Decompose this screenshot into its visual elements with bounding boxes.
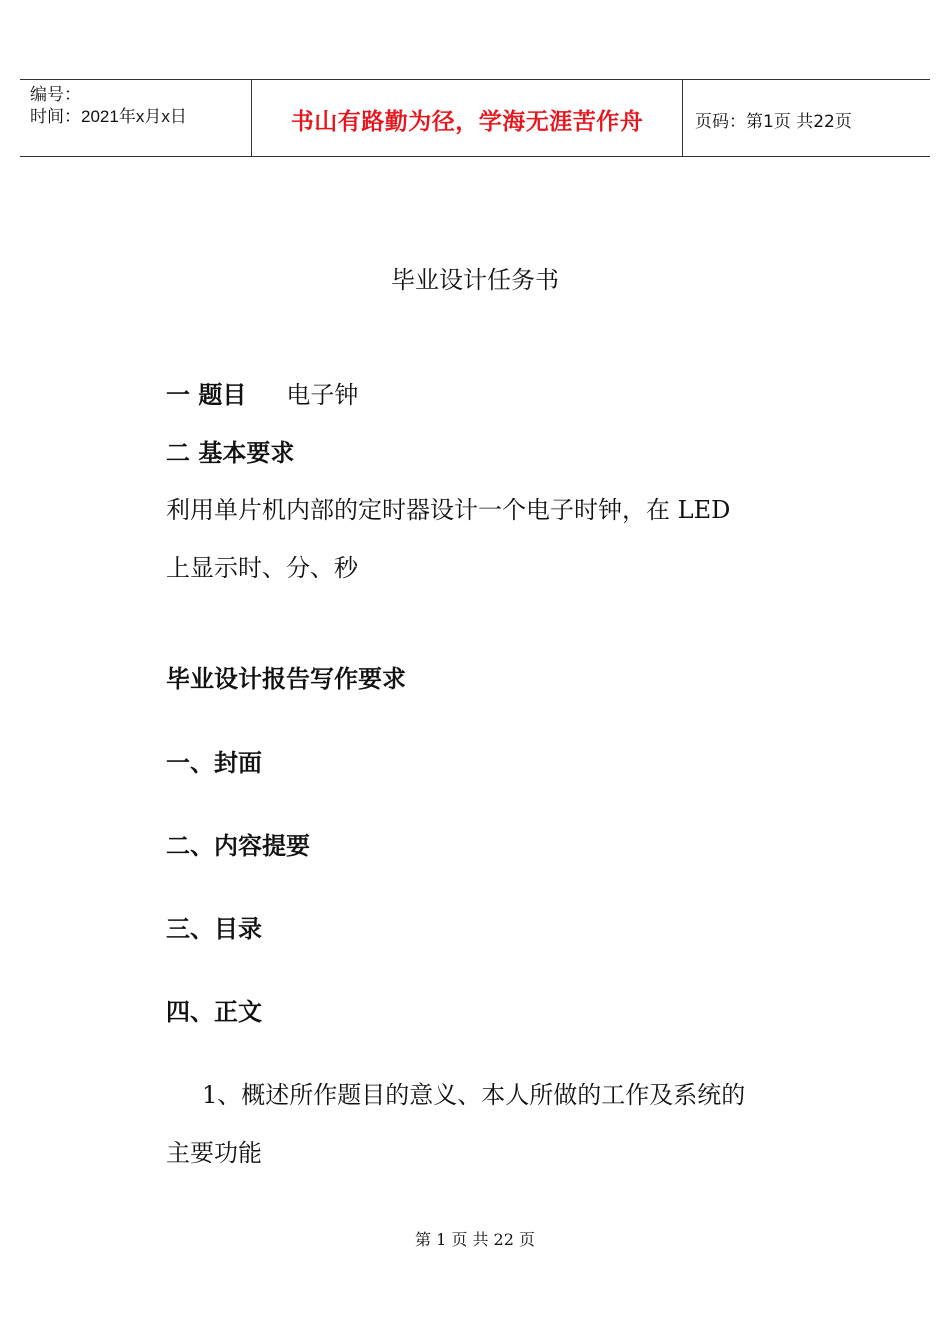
header-page-cell xyxy=(683,80,930,156)
body-item-1-line-2: 主要功能 xyxy=(166,1139,262,1167)
document-number-label: 编号： xyxy=(30,85,81,104)
section-cover: 一、封面 xyxy=(166,749,262,777)
header-motto-cell xyxy=(252,80,683,156)
body-item-1-line-1: 1、概述所作题目的意义、本人所做的工作及系统的 xyxy=(202,1081,746,1109)
requirements-text-line-1: 利用单片机内部的定时器设计一个电子时钟，在 LED xyxy=(166,496,731,524)
topic-heading: 一 题目 xyxy=(166,381,247,409)
header-motto: 书山有路勤为径，学海无涯苦作舟 xyxy=(290,108,644,135)
requirements-text-line-2: 上显示时、分、秒 xyxy=(166,554,358,582)
requirements-heading: 二 基本要求 xyxy=(166,439,295,467)
document-date: 时间：2021年x月x日 xyxy=(30,107,187,126)
report-requirements-heading: 毕业设计报告写作要求 xyxy=(166,665,406,693)
section-contents: 三、目录 xyxy=(166,915,262,943)
page-header xyxy=(20,79,930,157)
section-abstract: 二、内容提要 xyxy=(166,832,310,860)
section-body: 四、正文 xyxy=(166,998,262,1026)
header-meta-cell xyxy=(20,80,252,156)
topic-line xyxy=(166,378,358,412)
document-title: 毕业设计任务书 xyxy=(391,266,559,294)
page-footer: 第 1 页 共 22 页 xyxy=(415,1230,535,1249)
header-page-info: 页码：第1页 共22页 xyxy=(695,111,852,132)
topic-value: 电子钟 xyxy=(286,381,359,409)
